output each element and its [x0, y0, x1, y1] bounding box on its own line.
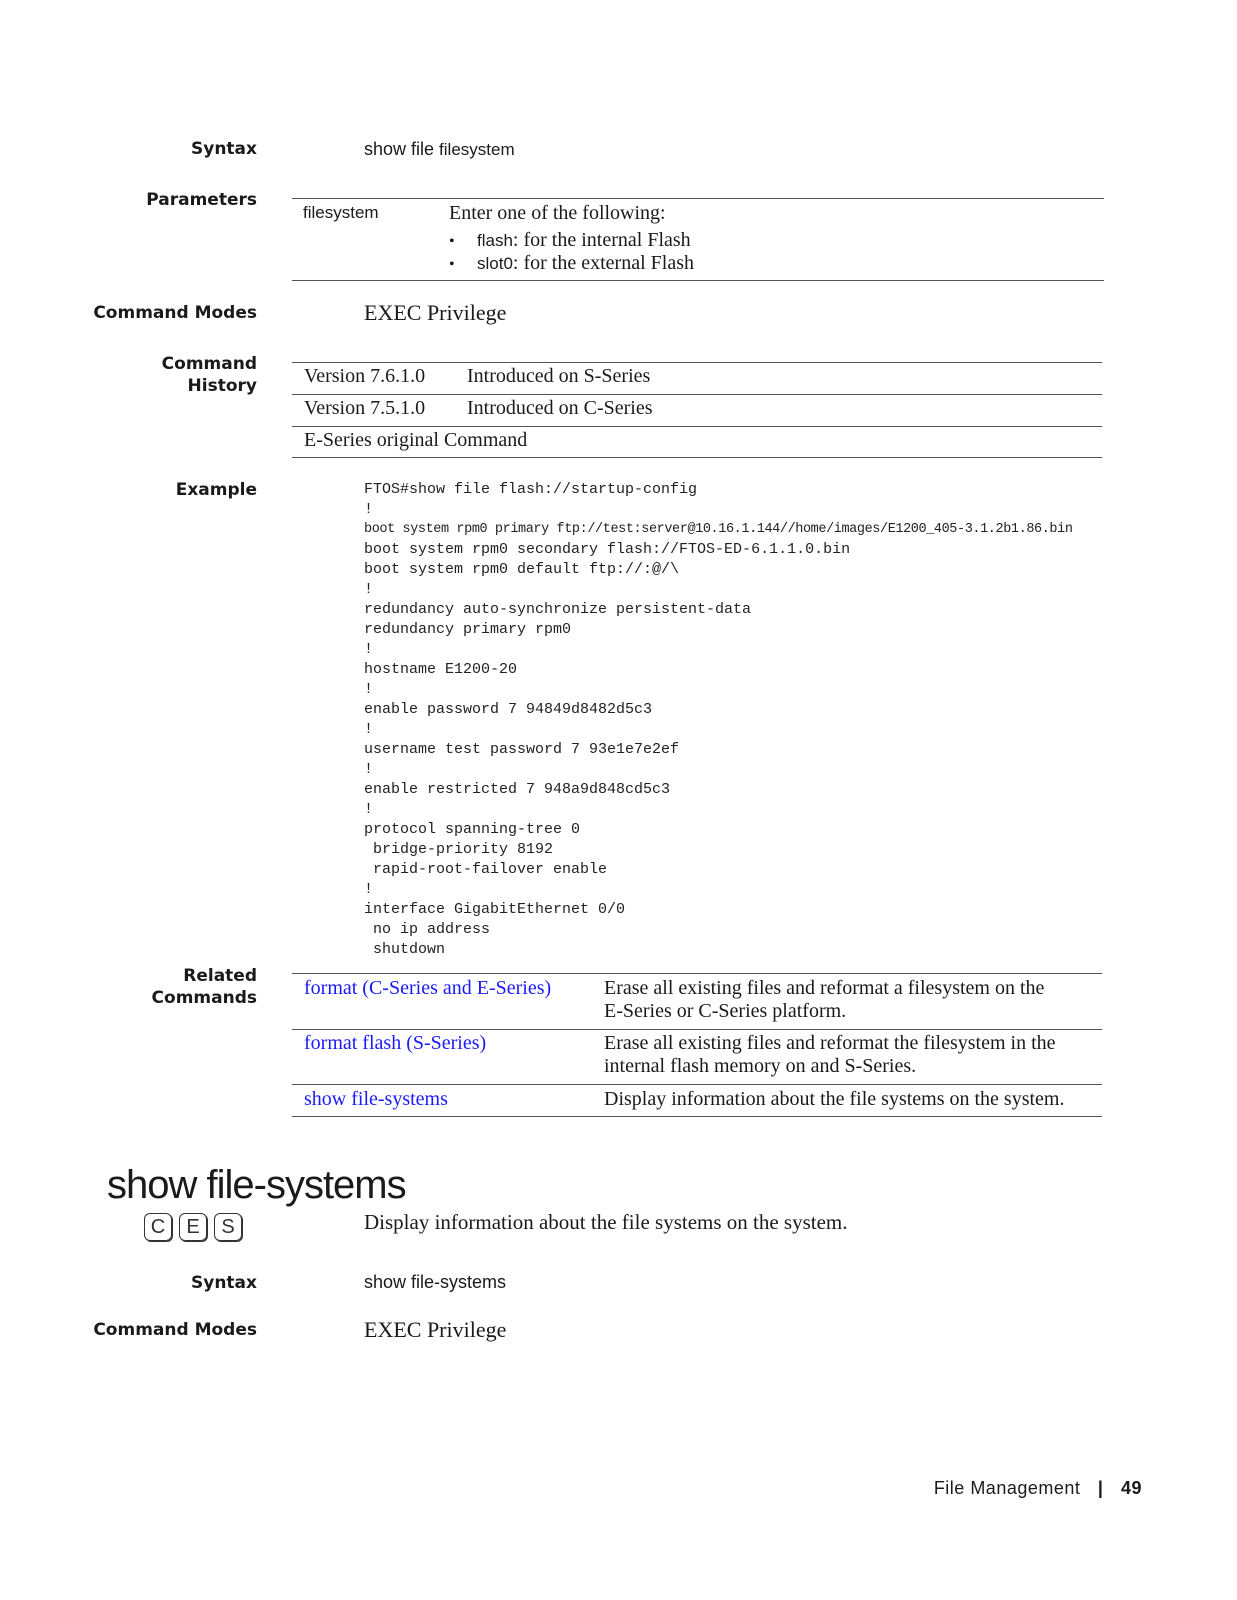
platform-e-icon: E — [179, 1213, 207, 1241]
example-code-block — [364, 480, 1104, 960]
code-line: protocol spanning-tree 0 — [364, 821, 581, 838]
command-history-label-line2: History — [187, 376, 257, 396]
option-keyword: flash — [477, 231, 513, 250]
history-rule-4 — [292, 457, 1102, 458]
command-history-label — [162, 353, 257, 397]
related-rule-3 — [292, 1084, 1102, 1085]
section-description: Display information about the file systems on the system. — [364, 1210, 848, 1234]
option-description: : for the internal Flash — [512, 229, 691, 251]
code-line: enable restricted 7 948a9d848cd5c3 — [364, 781, 671, 798]
code-line: ! — [364, 761, 374, 778]
option-description: : for the external Flash — [512, 252, 694, 274]
code-line: rapid-root-failover enable — [364, 861, 608, 878]
related-commands-label — [152, 965, 257, 1009]
code-line: boot system rpm0 secondary flash://FTOS-ED-6.1.1.0.bin — [364, 541, 851, 558]
parameter-option — [449, 229, 694, 252]
code-line: FTOS#show file flash://startup-config — [364, 481, 698, 498]
footer-separator: | — [1097, 1478, 1104, 1498]
code-line: enable password 7 94849d8482d5c3 — [364, 701, 653, 718]
option-keyword: slot0 — [477, 254, 513, 273]
code-line: username test password 7 93e1e7e2ef — [364, 741, 680, 758]
bullet: • — [449, 233, 455, 250]
related-desc-3: Display information about the file systems on the system. — [604, 1088, 1065, 1110]
history-desc-2: Introduced on C-Series — [467, 397, 653, 419]
parameter-options-list — [449, 229, 694, 275]
code-line: hostname E1200-20 — [364, 661, 518, 678]
syntax-command-text: show file — [364, 139, 435, 159]
related-desc-2 — [604, 1032, 1056, 1078]
related-rule-2 — [292, 1029, 1102, 1030]
bullet: • — [449, 256, 455, 273]
code-line: boot system rpm0 primary ftp://test:server@10.16.1.144//home/images/E1200_405-3.1.2b1.86.bin — [364, 522, 1073, 537]
parameters-label: Parameters — [146, 190, 257, 210]
history-rule-2 — [292, 394, 1102, 395]
example-label: Example — [175, 480, 257, 500]
page-number: 49 — [1120, 1478, 1142, 1498]
related-link-format-ce[interactable]: format (C-Series and E-Series) — [304, 977, 552, 999]
related-link-format-flash[interactable]: format flash (S-Series) — [304, 1032, 487, 1054]
code-line: ! — [364, 641, 374, 658]
code-line: ! — [364, 501, 374, 518]
syntax-argument: filesystem — [439, 140, 515, 159]
history-rule-1 — [292, 362, 1102, 363]
code-line: redundancy auto-synchronize persistent-data — [364, 601, 752, 618]
parameter-name: filesystem — [303, 203, 379, 222]
code-line: shutdown — [364, 941, 446, 958]
code-line: ! — [364, 881, 374, 898]
code-line: bridge-priority 8192 — [364, 841, 554, 858]
command-modes-value: EXEC Privilege — [364, 300, 507, 325]
footer-section: File Management — [933, 1478, 1081, 1498]
history-version-3: E-Series original Command — [304, 429, 528, 451]
parameters-bottom-rule — [292, 280, 1104, 281]
command-history-label-line1: Command — [161, 354, 257, 374]
code-line: no ip address — [364, 921, 491, 938]
related-commands-label-line1: Related — [183, 966, 257, 986]
related-desc-1-line2: E-Series or C-Series platform. — [604, 1000, 847, 1022]
parameter-option — [449, 252, 694, 275]
command-modes-label: Command Modes — [93, 303, 257, 323]
history-desc-1: Introduced on S-Series — [467, 365, 651, 387]
page-footer — [934, 1478, 1142, 1499]
related-desc-1 — [604, 977, 1044, 1023]
code-line: ! — [364, 721, 374, 738]
related-desc-1-line1: Erase all existing files and reformat a filesystem on the — [604, 977, 1045, 999]
platform-s-icon: S — [214, 1213, 242, 1241]
section-title: show file-systems — [107, 1163, 406, 1207]
related-rule-4 — [292, 1116, 1102, 1117]
parameters-top-rule — [292, 198, 1104, 199]
command-modes2-value: EXEC Privilege — [364, 1317, 507, 1342]
related-commands-label-line2: Commands — [151, 988, 257, 1008]
code-line: boot system rpm0 default ftp://:@/\ — [364, 561, 680, 578]
related-link-show-file-systems[interactable]: show file-systems — [304, 1088, 448, 1110]
history-version-2: Version 7.5.1.0 — [304, 397, 426, 419]
syntax2-label: Syntax — [191, 1273, 257, 1293]
platform-c-icon: C — [144, 1213, 172, 1241]
code-line: redundancy primary rpm0 — [364, 621, 572, 638]
related-rule-1 — [292, 973, 1102, 974]
code-line: ! — [364, 681, 374, 698]
syntax-command — [364, 139, 515, 160]
code-line: ! — [364, 801, 374, 818]
platform-badges — [144, 1213, 249, 1241]
command-modes2-label: Command Modes — [93, 1320, 257, 1340]
syntax-label: Syntax — [191, 139, 257, 159]
related-desc-2-line1: Erase all existing files and reformat the filesystem in the — [604, 1032, 1056, 1054]
syntax2-command: show file-systems — [364, 1272, 507, 1292]
history-version-1: Version 7.6.1.0 — [304, 365, 426, 387]
parameter-intro: Enter one of the following: — [449, 202, 666, 224]
code-line: ! — [364, 581, 374, 598]
related-desc-2-line2: internal flash memory on and S-Series. — [604, 1055, 917, 1077]
history-rule-3 — [292, 426, 1102, 427]
code-line: interface GigabitEthernet 0/0 — [364, 901, 626, 918]
